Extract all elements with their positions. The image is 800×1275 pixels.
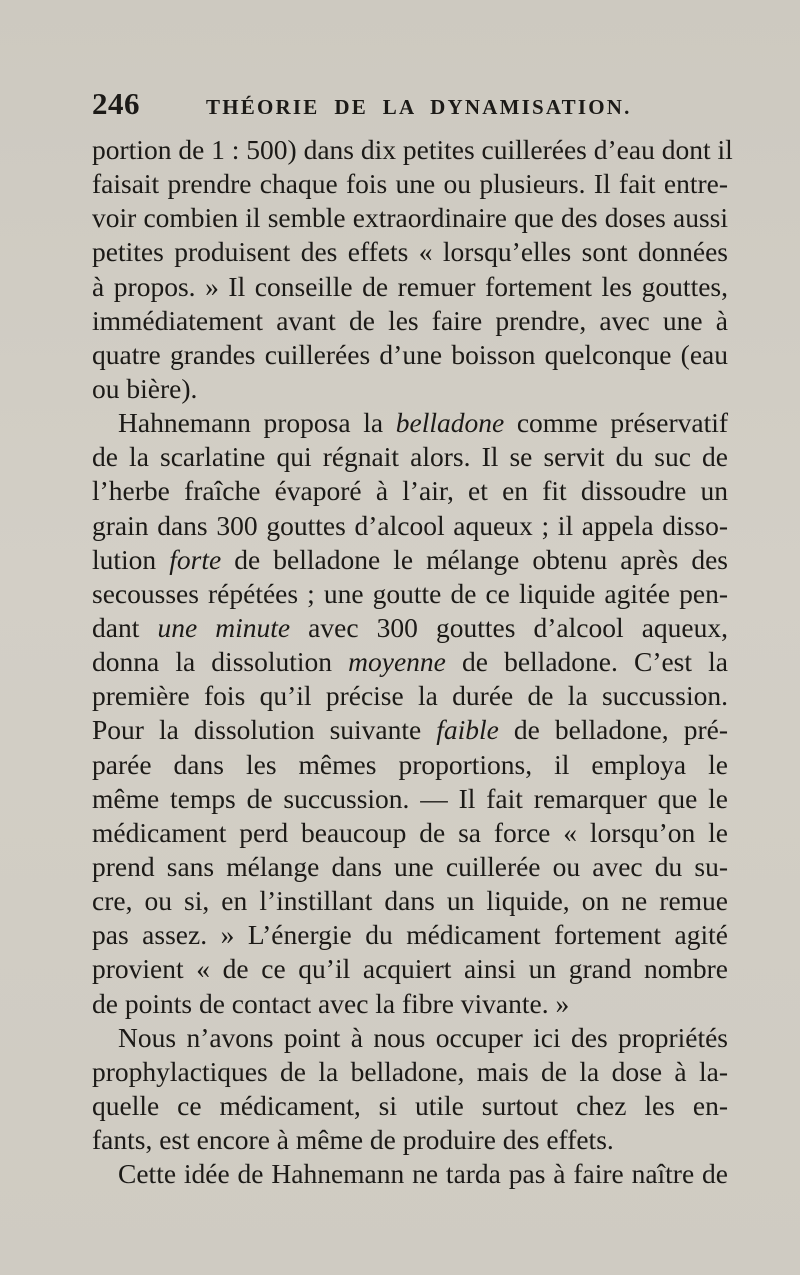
text-line: même temps de succussion. — Il fait remarquer que le xyxy=(92,782,728,814)
text-line: Pour la dissolution suivante faible de belladone, pré- xyxy=(92,714,728,746)
italic-emphasis: belladone xyxy=(395,407,505,439)
text-line: fants, est encore à même de produire des effets. xyxy=(92,1124,614,1156)
text-line: Nous n’avons point à nous occuper ici des propriétés xyxy=(118,1021,728,1053)
text-line: quelle ce médicament, si utile surtout chez les en- xyxy=(92,1089,728,1121)
text-line: de la scarlatine qui régnait alors. Il se servit du suc de xyxy=(92,441,728,473)
text-line: donna la dissolution moyenne de belladone. C’est la xyxy=(92,646,728,678)
text-line: portion de 1 : 500) dans dix petites cuillerées d’eau dont il xyxy=(92,134,733,165)
running-head: THÉORIE DE LA DYNAMISATION. xyxy=(206,95,632,119)
text-line: de points de contact avec la fibre vivante. » xyxy=(92,987,570,1019)
text-line: à propos. » Il conseille de remuer fortement les gouttes, xyxy=(92,270,728,302)
text-line: faisait prendre chaque fois une ou plusieurs. Il fait entre- xyxy=(92,168,728,200)
italic-emphasis: faible xyxy=(436,714,499,746)
italic-emphasis: une minute xyxy=(157,611,291,643)
text-line: prophylactiques de la belladone, mais de la dose à la- xyxy=(92,1055,728,1087)
text-line: Cette idée de Hahnemann ne tarda pas à faire naître de xyxy=(118,1158,728,1190)
text-line: petites produisent des effets « lorsqu’elles sont données xyxy=(92,236,728,268)
text-line: quatre grandes cuillerées d’une boisson quelconque (eau xyxy=(92,338,728,370)
page-header xyxy=(92,86,732,126)
italic-emphasis: forte xyxy=(169,543,222,575)
text-line: grain dans 300 gouttes d’alcool aqueux ; il appela disso- xyxy=(92,509,728,541)
page-number: 246 xyxy=(92,86,140,121)
text-line: pas assez. » L’énergie du médicament fortement agité xyxy=(92,919,728,951)
text-line: ou bière). xyxy=(92,372,198,404)
text-line: voir combien il semble extraordinaire que des doses aussi xyxy=(92,202,728,234)
text-line: médicament perd beaucoup de sa force « lorsqu’on le xyxy=(92,816,728,848)
text-line: prend sans mélange dans une cuillerée ou avec du su- xyxy=(92,850,728,882)
text-line: l’herbe fraîche évaporé à l’air, et en fit dissoudre un xyxy=(92,475,728,507)
text-line: provient « de ce qu’il acquiert ainsi un grand nombre xyxy=(92,953,728,985)
body-text xyxy=(92,133,733,1191)
text-line: lution forte de belladone le mélange obtenu après des xyxy=(92,543,728,575)
text-line: dant une minute avec 300 gouttes d’alcool aqueux, xyxy=(92,611,728,643)
text-line: secousses répétées ; une goutte de ce liquide agitée pen- xyxy=(92,577,728,609)
text-line: première fois qu’il précise la durée de la succussion. xyxy=(92,680,728,712)
text-line: parée dans les mêmes proportions, il employa le xyxy=(92,748,728,780)
text-line: Hahnemann proposa la belladone comme préservatif xyxy=(118,407,729,439)
italic-emphasis: moyenne xyxy=(348,646,446,678)
text-line: cre, ou si, en l’instillant dans un liquide, on ne remue xyxy=(92,885,728,917)
text-line: immédiatement avant de les faire prendre, avec une à xyxy=(92,304,728,336)
